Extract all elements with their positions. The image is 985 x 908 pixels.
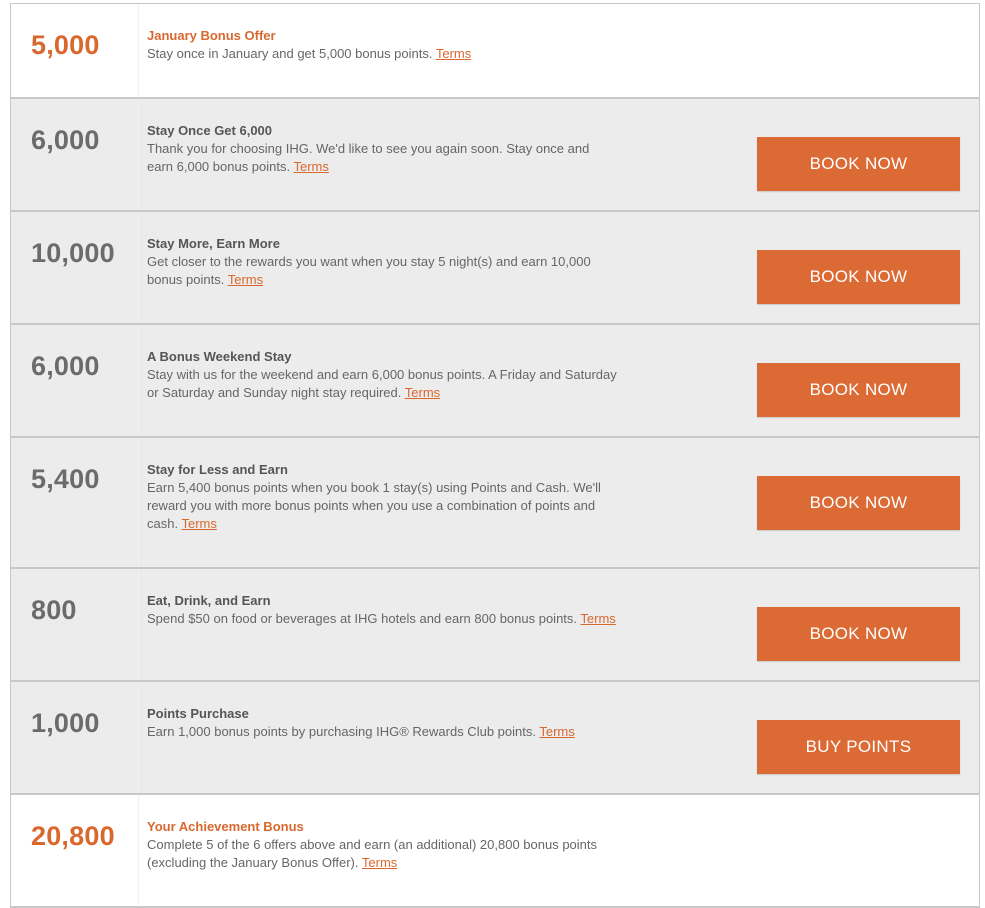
buy-points-button[interactable]: BUY POINTS	[757, 720, 960, 774]
terms-link[interactable]: Terms	[227, 272, 264, 287]
row-divider	[138, 325, 139, 436]
offer-title: Stay More, Earn More	[147, 236, 280, 251]
book-now-button[interactable]: BOOK NOW	[757, 607, 960, 661]
offer-row-january-bonus	[11, 4, 979, 99]
row-divider	[138, 682, 139, 793]
offer-title: A Bonus Weekend Stay	[147, 349, 292, 364]
offer-title: Stay for Less and Earn	[147, 462, 288, 477]
offers-list	[10, 3, 980, 908]
offer-title: Points Purchase	[147, 706, 249, 721]
offer-row-stay-for-less	[11, 438, 979, 569]
offer-text	[147, 27, 617, 63]
offer-points: 10,000	[31, 238, 115, 268]
offer-title: Your Achievement Bonus	[147, 819, 304, 834]
offer-text	[147, 705, 617, 741]
offer-description: Thank you for choosing IHG. We'd like to see you again soon. Stay once and earn 6,000 bonus points. Terms	[147, 141, 590, 174]
offer-title: Eat, Drink, and Earn	[147, 593, 271, 608]
offer-points: 800	[31, 595, 77, 625]
offer-points: 1,000	[31, 708, 100, 738]
book-now-button[interactable]: BOOK NOW	[757, 250, 960, 304]
offer-text	[147, 235, 617, 289]
offer-row-eat-drink	[11, 569, 979, 682]
offer-text	[147, 122, 617, 176]
offer-points: 6,000	[31, 351, 100, 381]
terms-link[interactable]: Terms	[435, 46, 472, 61]
terms-link[interactable]: Terms	[361, 855, 398, 870]
offer-row-stay-once	[11, 99, 979, 212]
offer-points: 20,800	[31, 821, 115, 851]
offer-description: Earn 5,400 bonus points when you book 1 stay(s) using Points and Cash. We'll reward you with more bonus points when you use a combination of points and cash. Terms	[147, 480, 601, 531]
offer-points: 5,400	[31, 464, 100, 494]
offer-title: January Bonus Offer	[147, 28, 276, 43]
terms-link[interactable]: Terms	[293, 159, 329, 174]
offer-title: Stay Once Get 6,000	[147, 123, 273, 138]
offer-text	[147, 592, 617, 628]
offer-row-weekend-stay	[11, 325, 979, 438]
offer-description: Complete 5 of the 6 offers above and earn (an additional) 20,800 bonus points (excluding the January Bonus Offer). Terms	[147, 837, 598, 870]
row-divider	[138, 99, 139, 210]
offer-description: Get closer to the rewards you want when you stay 5 night(s) and earn 10,000 bonus points. Terms	[147, 254, 591, 287]
offer-row-achievement-bonus	[11, 795, 979, 908]
offer-description: Stay with us for the weekend and earn 6,000 bonus points. A Friday and Saturday or Saturday and Sunday night stay required. Terms	[147, 367, 617, 400]
row-divider	[138, 569, 139, 680]
offer-points: 6,000	[31, 125, 100, 155]
terms-link[interactable]: Terms	[181, 516, 217, 531]
offer-text	[147, 818, 617, 872]
offer-text	[147, 348, 617, 402]
offer-text	[147, 461, 617, 533]
offer-description: Earn 1,000 bonus points by purchasing IHG® Rewards Club points. Terms	[147, 724, 575, 739]
terms-link[interactable]: Terms	[404, 385, 441, 400]
offer-row-points-purchase	[11, 682, 979, 795]
offer-points: 5,000	[31, 30, 100, 60]
offer-description: Stay once in January and get 5,000 bonus points. Terms	[147, 46, 472, 61]
row-divider	[138, 212, 139, 323]
book-now-button[interactable]: BOOK NOW	[757, 137, 960, 191]
terms-link[interactable]: Terms	[580, 611, 616, 626]
offer-row-stay-more	[11, 212, 979, 325]
terms-link[interactable]: Terms	[539, 724, 575, 739]
offer-description: Spend $50 on food or beverages at IHG hotels and earn 800 bonus points. Terms	[147, 611, 616, 626]
row-divider	[138, 438, 139, 567]
book-now-button[interactable]: BOOK NOW	[757, 476, 960, 530]
row-divider	[138, 4, 139, 97]
book-now-button[interactable]: BOOK NOW	[757, 363, 960, 417]
row-divider	[138, 795, 139, 906]
